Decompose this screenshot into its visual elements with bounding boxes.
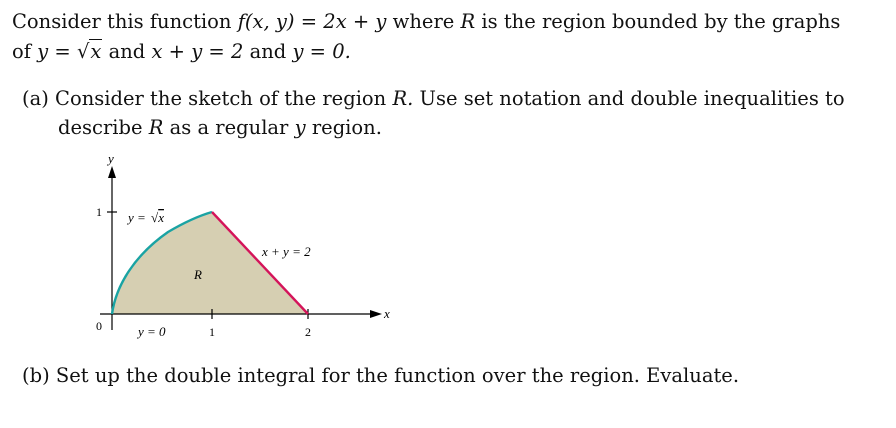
and-text-2: and — [249, 40, 287, 63]
and-text-1: and — [108, 40, 146, 63]
part-b-label: (b) — [22, 364, 50, 387]
base-label: y = 0 — [138, 324, 166, 339]
function-name: f — [237, 10, 245, 33]
region-label: R — [194, 267, 202, 282]
part-a-label: (a) — [22, 87, 49, 110]
part-a-var: y — [294, 116, 306, 139]
curve-label-var: x — [158, 210, 164, 225]
graph2-equation: x + y = 2 — [151, 40, 244, 63]
x-axis-arrow-icon — [370, 310, 382, 318]
problem-tail: is the region bounded by the graphs — [481, 10, 841, 33]
radicand: x — [90, 40, 102, 63]
equals-sign: = — [300, 10, 318, 33]
problem-lead: Consider this function — [12, 10, 232, 33]
part-a-text-lead: Consider the sketch of the region — [55, 87, 387, 110]
function-expression: 2x + y — [323, 10, 387, 33]
graph1-lhs: y — [37, 40, 49, 63]
part-b-line — [22, 364, 739, 387]
part-a-region: R. — [392, 87, 414, 110]
part-a-text-tail: Use set notation and double inequalities to — [419, 87, 845, 110]
y-tick-1-label: 1 — [96, 205, 102, 219]
part-a-end: region. — [311, 116, 382, 139]
y-axis-label: y — [108, 151, 114, 166]
region-r-fill — [112, 212, 308, 314]
x-tick-1-label: 1 — [209, 325, 215, 339]
graph1-eq: = — [54, 40, 71, 63]
of-text: of — [12, 40, 31, 63]
where-text: where — [392, 10, 455, 33]
curve-label — [126, 210, 164, 225]
y-axis-arrow-icon — [108, 166, 116, 178]
function-args: (x, y) — [244, 10, 295, 33]
curve-label-prefix: y = — [128, 210, 146, 225]
curve-label-radical-icon: √ — [151, 210, 159, 225]
graph3-equation: y = 0. — [292, 40, 351, 63]
x-axis-label: x — [384, 306, 390, 321]
origin-label: 0 — [96, 319, 102, 333]
radical-sign-icon: √ — [76, 40, 90, 63]
part-a-describe: describe — [58, 116, 143, 139]
line-label: x + y = 2 — [262, 244, 311, 259]
part-b-text: Set up the double integral for the function over the region. Evaluate. — [55, 364, 740, 387]
region-symbol: R — [460, 10, 476, 33]
x-tick-2-label: 2 — [305, 325, 311, 339]
part-a-mid: as a regular — [169, 116, 289, 139]
part-a-region-2: R — [148, 116, 164, 139]
